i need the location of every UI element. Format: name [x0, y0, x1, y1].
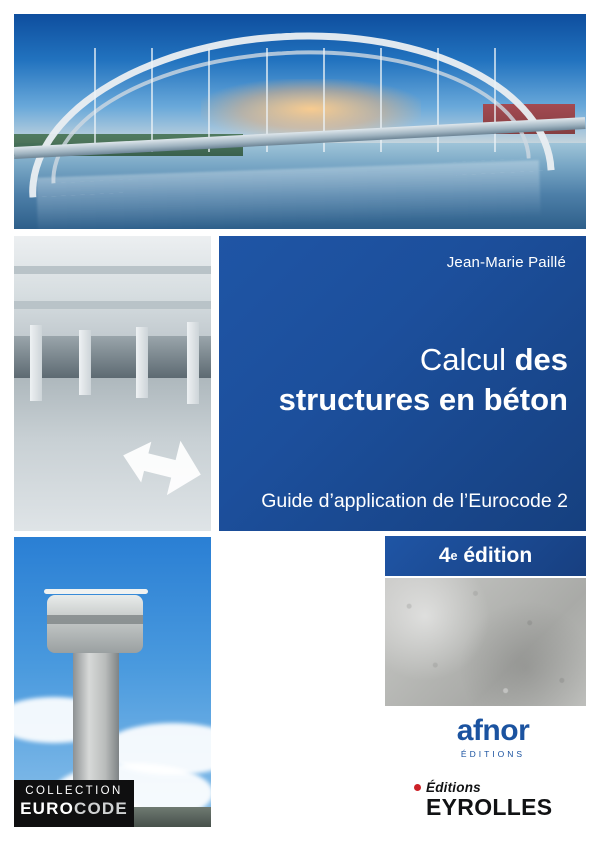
parking-beam — [14, 301, 211, 309]
tower-railing — [44, 589, 148, 594]
parking-garage-photo — [14, 236, 211, 531]
eyrolles-dot-icon — [414, 784, 421, 791]
book-title — [219, 340, 568, 419]
parking-ceiling — [14, 236, 211, 336]
eyrolles-wordmark: EYROLLES — [426, 794, 553, 820]
edition-word: édition — [463, 544, 533, 567]
bridge-cable — [151, 48, 153, 151]
bridge-cable — [94, 48, 96, 151]
collection-name — [14, 799, 134, 819]
collection-name-part-2: CODE — [74, 799, 128, 818]
parking-column — [30, 325, 42, 402]
parking-column — [187, 322, 199, 405]
collection-badge — [14, 780, 134, 827]
parking-beam — [14, 266, 211, 274]
book-title-line-1-bold: des — [514, 342, 568, 377]
afnor-editions-label: ÉDITIONS — [460, 749, 526, 759]
edition-badge — [385, 536, 586, 576]
book-title-line-2: structures en béton — [278, 381, 568, 417]
collection-label: COLLECTION — [25, 785, 123, 797]
book-title-line-1 — [219, 340, 568, 380]
book-title-line-1-light: Calcul — [419, 342, 515, 377]
parking-floor-arrow — [116, 431, 208, 505]
collection-name-part-1: EURO — [20, 799, 74, 818]
edition-exponent: e — [450, 549, 458, 563]
eyrolles-logo — [414, 780, 574, 819]
afnor-logo — [438, 716, 548, 759]
eyrolles-editions-label — [414, 780, 574, 795]
author-name: Jean-Marie Paillé — [446, 254, 566, 271]
bridge-photo — [14, 14, 586, 229]
afnor-wordmark: afnor — [456, 714, 530, 747]
title-panel — [219, 236, 586, 531]
parking-column — [79, 330, 91, 395]
concrete-texture-photo — [385, 578, 586, 706]
parking-column — [136, 327, 148, 398]
parking-back-wall — [14, 336, 211, 377]
concrete-grain — [385, 578, 586, 706]
bridge-cable — [494, 48, 496, 151]
book-subtitle: Guide d’application de l’Eurocode 2 — [261, 490, 568, 512]
tower-tank-band — [47, 615, 143, 624]
eyrolles-editions-text: Éditions — [426, 780, 481, 795]
edition-number: 4 — [438, 544, 451, 567]
